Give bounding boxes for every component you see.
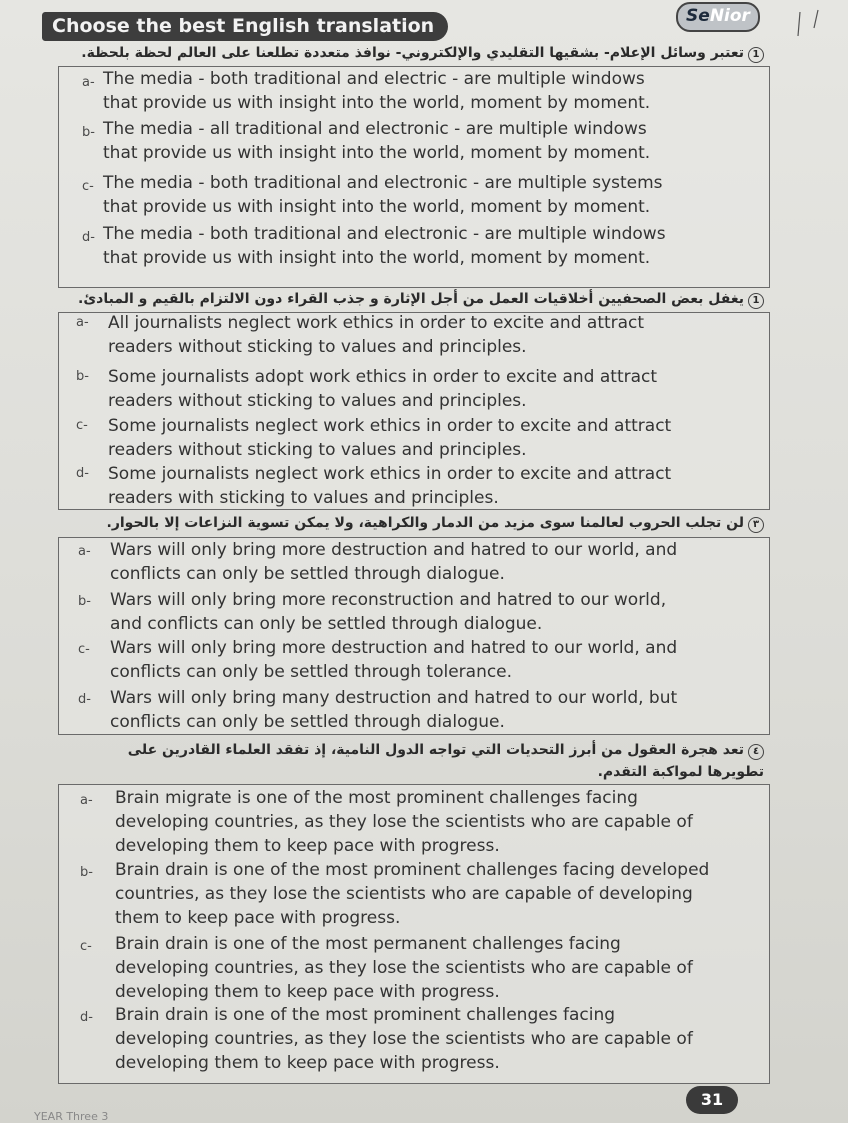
option-line: conflicts can only be settled through tolerance. — [110, 662, 513, 682]
option-letter: c- — [82, 179, 94, 194]
option-1c[interactable] — [103, 171, 663, 219]
option-letter: b- — [80, 865, 93, 880]
option-line: readers without sticking to values and principles. — [108, 391, 527, 411]
option-line: conflicts can only be settled through dialogue. — [110, 564, 505, 584]
question-4-number: ٤ — [748, 744, 764, 760]
option-line: countries, as they lose the scientists who are capable of developing — [115, 884, 693, 904]
option-line: developing them to keep pace with progress. — [115, 836, 500, 856]
option-letter: a- — [80, 793, 93, 808]
option-letter: b- — [76, 369, 89, 384]
option-letter: d- — [78, 692, 91, 707]
option-line: readers without sticking to values and principles. — [108, 337, 527, 357]
pen-scribble-icon — [770, 6, 830, 46]
question-3-number: ٣ — [748, 517, 764, 533]
question-4-text-line1: تعد هجرة العقول من أبرز التحديات التي تواجه الدول النامية، إذ تفقد العلماء القادرين على — [127, 742, 744, 758]
option-letter: a- — [76, 315, 89, 330]
book-label: YEAR Three 3 — [34, 1110, 109, 1123]
question-4-text-line2: تطويرها لمواكبة التقدم. — [597, 764, 764, 780]
question-2-text: يغفل بعض الصحفيين أخلاقيات العمل من أجل الإثارة و جذب القراء دون الالتزام بالقيم و المبادئ. — [78, 291, 744, 307]
option-line: developing countries, as they lose the scientists who are capable of — [115, 1029, 693, 1049]
option-line: The media - both traditional and electronic - are multiple windows — [103, 224, 666, 244]
question-1-number: 1 — [748, 47, 764, 63]
option-line: developing countries, as they lose the scientists who are capable of — [115, 958, 693, 978]
option-line: Brain drain is one of the most prominent challenges facing developed — [115, 860, 710, 880]
option-4b[interactable] — [115, 858, 709, 930]
option-4d[interactable] — [115, 1003, 693, 1075]
option-2c[interactable] — [108, 414, 671, 462]
option-line: All journalists neglect work ethics in order to excite and attract — [108, 313, 645, 333]
option-line: them to keep pace with progress. — [115, 908, 401, 928]
option-2d[interactable] — [108, 462, 671, 510]
option-4a[interactable] — [115, 786, 693, 858]
option-line: developing them to keep pace with progress. — [115, 1053, 500, 1073]
senior-logo — [676, 2, 760, 32]
option-line: Some journalists neglect work ethics in order to excite and attract — [108, 416, 672, 436]
option-line: that provide us with insight into the world, moment by moment. — [103, 143, 651, 163]
option-line: Wars will only bring more destruction and hatred to our world, and — [110, 638, 678, 658]
option-3b[interactable] — [110, 588, 666, 636]
option-line: developing countries, as they lose the scientists who are capable of — [115, 812, 693, 832]
option-line: Brain drain is one of the most permanent challenges facing — [115, 934, 621, 954]
option-line: Wars will only bring more destruction and hatred to our world, and — [110, 540, 678, 560]
section-title: Choose the best English translation — [42, 12, 448, 41]
option-line: and conflicts can only be settled through dialogue. — [110, 614, 543, 634]
option-2a[interactable] — [108, 311, 644, 359]
option-2b[interactable] — [108, 365, 657, 413]
question-2-number: 1 — [748, 293, 764, 309]
option-1d[interactable] — [103, 222, 666, 270]
option-line: that provide us with insight into the world, moment by moment. — [103, 93, 651, 113]
option-letter: a- — [78, 544, 91, 559]
option-letter: c- — [76, 418, 88, 433]
option-line: The media - both traditional and electric - are multiple windows — [103, 69, 645, 89]
option-line: that provide us with insight into the world, moment by moment. — [103, 248, 651, 268]
option-line: readers with sticking to values and principles. — [108, 488, 499, 508]
option-letter: c- — [78, 642, 90, 657]
option-letter: a- — [82, 75, 95, 90]
option-line: Wars will only bring many destruction and hatred to our world, but — [110, 688, 678, 708]
option-letter: d- — [76, 466, 89, 481]
question-1-prompt — [81, 45, 764, 63]
page-number: 31 — [686, 1086, 738, 1114]
option-letter: d- — [82, 230, 95, 245]
option-line: Wars will only bring more reconstruction and hatred to our world, — [110, 590, 667, 610]
option-line: that provide us with insight into the world, moment by moment. — [103, 197, 651, 217]
option-line: readers without sticking to values and principles. — [108, 440, 527, 460]
option-line: Some journalists neglect work ethics in order to excite and attract — [108, 464, 672, 484]
option-line: Brain drain is one of the most prominent challenges facing — [115, 1005, 616, 1025]
option-line: Brain migrate is one of the most prominent challenges facing — [115, 788, 638, 808]
question-3-prompt — [107, 515, 765, 533]
option-1b[interactable] — [103, 117, 650, 165]
question-4-prompt — [128, 739, 764, 783]
option-line: The media - all traditional and electronic - are multiple windows — [103, 119, 647, 139]
option-4c[interactable] — [115, 932, 693, 1004]
logo-part1: Se — [686, 6, 710, 26]
option-1a[interactable] — [103, 67, 650, 115]
option-line: Some journalists adopt work ethics in order to excite and attract — [108, 367, 658, 387]
option-line: developing them to keep pace with progress. — [115, 982, 500, 1002]
option-letter: b- — [82, 125, 95, 140]
option-letter: c- — [80, 939, 92, 954]
option-line: The media - both traditional and electronic - are multiple systems — [103, 173, 663, 193]
option-letter: b- — [78, 594, 91, 609]
option-letter: d- — [80, 1010, 93, 1025]
question-2-prompt — [78, 291, 764, 309]
logo-part2: Nior — [709, 6, 750, 26]
option-3c[interactable] — [110, 636, 677, 684]
option-line: conflicts can only be settled through dialogue. — [110, 712, 505, 732]
question-1-text: تعتبر وسائل الإعلام- بشقيها التقليدي والإلكتروني- نوافذ متعددة تطلعنا على العالم لحظة بلحظة. — [81, 45, 744, 61]
option-3d[interactable] — [110, 686, 677, 734]
option-3a[interactable] — [110, 538, 677, 586]
question-3-text: لن تجلب الحروب لعالمنا سوى مزيد من الدمار والكراهية، ولا يمكن تسوية النزاعات إلا بالحوار. — [106, 515, 744, 531]
